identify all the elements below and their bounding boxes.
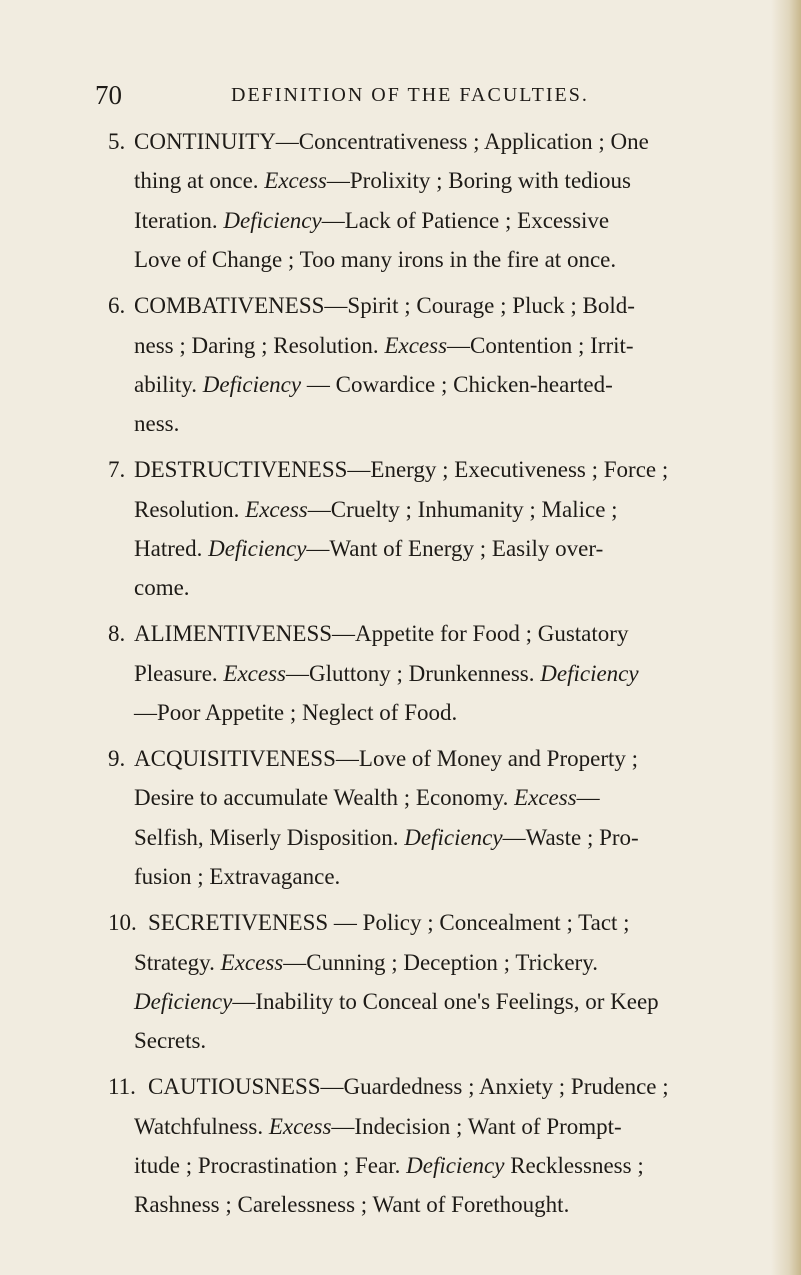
text-line	[148, 1067, 669, 1107]
text-line	[134, 365, 613, 405]
text-line	[134, 982, 659, 1022]
text-line	[134, 857, 340, 897]
italic-term: Deficiency	[202, 371, 302, 397]
entry-number: 10.	[108, 910, 137, 936]
entry-number: 5.	[108, 129, 126, 154]
text-run: Strategy.	[134, 949, 221, 975]
text-run: —Contention ; Irrit-	[447, 332, 634, 358]
text-line	[134, 1021, 206, 1061]
text-run: —Gluttony ; Drunkenness.	[286, 660, 541, 686]
text-run: COMBATIVENESS—Spirit ; Courage ; Pluck ; Bold-	[134, 293, 635, 319]
text-line	[134, 818, 639, 858]
italic-term: Deficiency	[406, 1153, 505, 1178]
text-line	[134, 161, 631, 201]
text-run: —Poor Appetite ; Neglect of Food.	[134, 700, 458, 726]
text-line	[134, 1185, 569, 1225]
italic-term: Deficiency	[134, 988, 233, 1014]
italic-term: Deficiency	[223, 207, 322, 233]
text-line	[134, 654, 639, 694]
text-run: ACQUISITIVENESS—Love of Money and Property ;	[134, 746, 639, 771]
text-line	[134, 693, 457, 733]
text-line	[134, 404, 179, 444]
text-run: ability.	[134, 371, 203, 397]
text-line	[134, 614, 628, 654]
text-line	[134, 943, 598, 983]
entry-number: 11.	[108, 1074, 136, 1100]
italic-term: Deficiency	[208, 536, 307, 561]
text-run: Iteration.	[134, 207, 224, 233]
text-run: CAUTIOUSNESS—Guardedness ; Anxiety ; Prudence ;	[148, 1074, 669, 1100]
italic-term: Excess	[223, 660, 286, 686]
text-run: —Waste ; Pro-	[502, 824, 639, 850]
text-line	[134, 739, 638, 779]
text-line	[134, 201, 609, 241]
text-run: CONTINUITY—Concentrativeness ; Application ; One	[134, 129, 649, 154]
text-run: — Cowardice ; Chicken-hearted-	[301, 371, 613, 397]
text-line	[134, 1146, 644, 1186]
text-run: come.	[134, 575, 190, 601]
text-run: ness ; Daring ; Resolution.	[134, 332, 385, 358]
entry-number: 6.	[108, 293, 126, 319]
text-run: Watchfulness.	[134, 1113, 269, 1139]
text-run: Hatred.	[134, 536, 209, 561]
italic-term: Deficiency	[404, 824, 503, 850]
italic-term: Excess	[514, 785, 577, 811]
entry-number: 9.	[108, 746, 126, 771]
text-run: ALIMENTIVENESS—Appetite for Food ; Gustatory	[134, 621, 629, 647]
italic-term: Excess	[220, 949, 284, 975]
text-run: Rashness ; Carelessness ; Want of Forethought.	[134, 1192, 570, 1218]
text-run: Selfish, Miserly Disposition.	[134, 824, 405, 850]
page-number: 70	[95, 80, 122, 110]
text-run: —Inability to Conceal one's Feelings, or Keep	[232, 988, 659, 1014]
text-run: Pleasure.	[134, 660, 224, 686]
text-run: Desire to accumulate Wealth ; Economy.	[134, 785, 515, 811]
text-run: thing at once.	[134, 168, 265, 194]
italic-term: Excess	[264, 168, 327, 194]
page-header	[95, 80, 745, 114]
text-run: DESTRUCTIVENESS—Energy ; Executiveness ; Force ;	[134, 457, 669, 483]
text-run: ness.	[134, 411, 180, 437]
text-run: —Prolixity ; Boring with tedious	[326, 168, 631, 194]
text-run: SECRETIVENESS — Policy ; Concealment ; Tact ;	[148, 910, 630, 936]
text-line	[134, 778, 600, 818]
italic-term: Deficiency	[540, 660, 639, 686]
text-line	[134, 568, 190, 608]
text-run: —Cunning ; Deception ; Trickery.	[283, 949, 598, 975]
text-line	[134, 490, 618, 530]
text-run: —	[576, 785, 600, 811]
text-line	[134, 122, 649, 162]
text-run: —Cruelty ; Inhumanity ; Malice ;	[307, 496, 618, 522]
text-line	[148, 903, 630, 943]
text-run: Recklessness ;	[504, 1153, 644, 1178]
text-run: —Lack of Patience ; Excessive	[321, 207, 610, 233]
text-line	[134, 286, 635, 326]
text-run: fusion ; Extravagance.	[134, 864, 341, 890]
text-line	[134, 1107, 622, 1147]
text-run: —Want of Energy ; Easily over-	[306, 536, 604, 561]
text-line	[134, 450, 668, 490]
italic-term: Excess	[245, 496, 308, 522]
text-run: —Indecision ; Want of Prompt-	[331, 1113, 622, 1139]
text-line	[134, 529, 603, 569]
text-run: Resolution.	[134, 496, 246, 522]
italic-term: Excess	[268, 1113, 332, 1139]
text-run: Love of Change ; Too many irons in the fire at once.	[134, 247, 617, 273]
text-line	[134, 326, 634, 366]
page-edge-shadow	[771, 0, 801, 1275]
text-line	[134, 240, 616, 280]
italic-term: Excess	[384, 332, 448, 358]
running-title: DEFINITION OF THE FACULTIES.	[231, 84, 589, 106]
entry-number: 7.	[108, 457, 126, 483]
entry-number: 8.	[108, 621, 126, 647]
text-run: itude ; Procrastination ; Fear.	[134, 1153, 407, 1178]
text-run: Secrets.	[134, 1028, 207, 1054]
